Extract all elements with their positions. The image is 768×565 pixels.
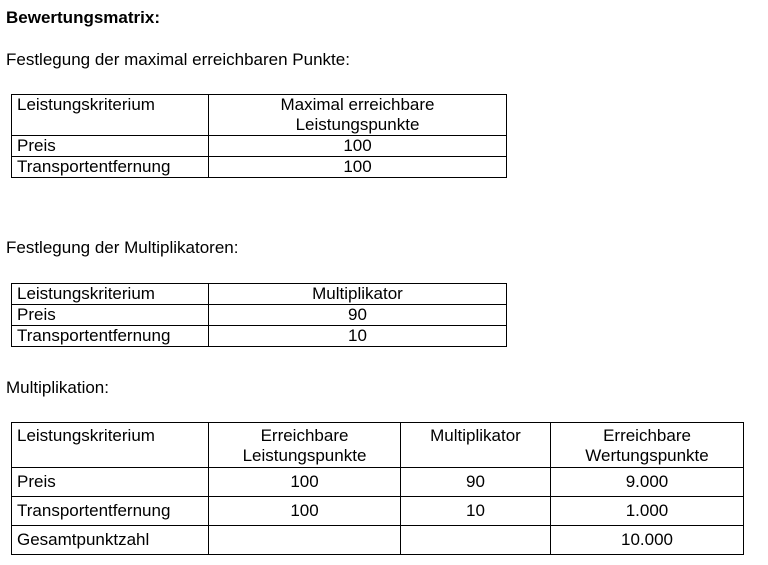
table-row <box>12 326 507 347</box>
table-header-cell <box>209 95 507 136</box>
table-cell: 100 <box>209 157 507 178</box>
table-cell: 10 <box>401 497 551 526</box>
table-header-cell: Leistungskriterium <box>12 423 209 468</box>
table-row <box>12 157 507 178</box>
section-multiplication-intro: Multiplikation: <box>6 378 109 397</box>
table-cell: 10 <box>209 326 507 347</box>
table-cell: 90 <box>401 468 551 497</box>
table-cell: 10.000 <box>551 526 744 555</box>
header-line: Leistungspunkte <box>295 115 420 134</box>
header-line: Wertungspunkte <box>585 446 709 465</box>
table-row <box>12 526 744 555</box>
header-line: Erreichbare <box>603 426 691 445</box>
table-header-cell: Leistungskriterium <box>12 95 209 136</box>
table-header-cell: Leistungskriterium <box>12 284 209 305</box>
header-line: Leistungspunkte <box>242 446 367 465</box>
section-max-points-intro: Festlegung der maximal erreichbaren Punkte: <box>6 50 350 69</box>
table-cell: Transportentfernung <box>12 326 209 347</box>
table-header-cell <box>551 423 744 468</box>
table-cell: 90 <box>209 305 507 326</box>
table-row <box>12 305 507 326</box>
max-points-table <box>11 94 507 178</box>
table-row <box>12 136 507 157</box>
table-header-cell: Multiplikator <box>401 423 551 468</box>
header-line: Erreichbare <box>260 426 349 445</box>
table-cell: Preis <box>12 468 209 497</box>
section-multipliers-intro: Festlegung der Multiplikatoren: <box>6 238 239 257</box>
multipliers-table <box>11 283 507 347</box>
multiplication-table <box>11 422 744 555</box>
header-line: Maximal erreichbare <box>280 95 435 114</box>
table-cell: Gesamtpunktzahl <box>12 526 209 555</box>
table-cell <box>401 526 551 555</box>
table-cell: 9.000 <box>551 468 744 497</box>
table-row <box>12 497 744 526</box>
table-cell: 100 <box>209 468 401 497</box>
table-cell <box>209 526 401 555</box>
table-cell: 1.000 <box>551 497 744 526</box>
table-header-row <box>12 284 507 305</box>
table-cell: Preis <box>12 305 209 326</box>
document-title: Bewertungsmatrix: <box>6 8 160 27</box>
table-cell: Preis <box>12 136 209 157</box>
table-cell: Transportentfernung <box>12 157 209 178</box>
table-cell: Transportentfernung <box>12 497 209 526</box>
table-row <box>12 468 744 497</box>
table-cell: 100 <box>209 136 507 157</box>
table-header-row <box>12 95 507 136</box>
table-header-cell <box>209 423 401 468</box>
table-header-cell: Multiplikator <box>209 284 507 305</box>
table-cell: 100 <box>209 497 401 526</box>
table-header-row <box>12 423 744 468</box>
